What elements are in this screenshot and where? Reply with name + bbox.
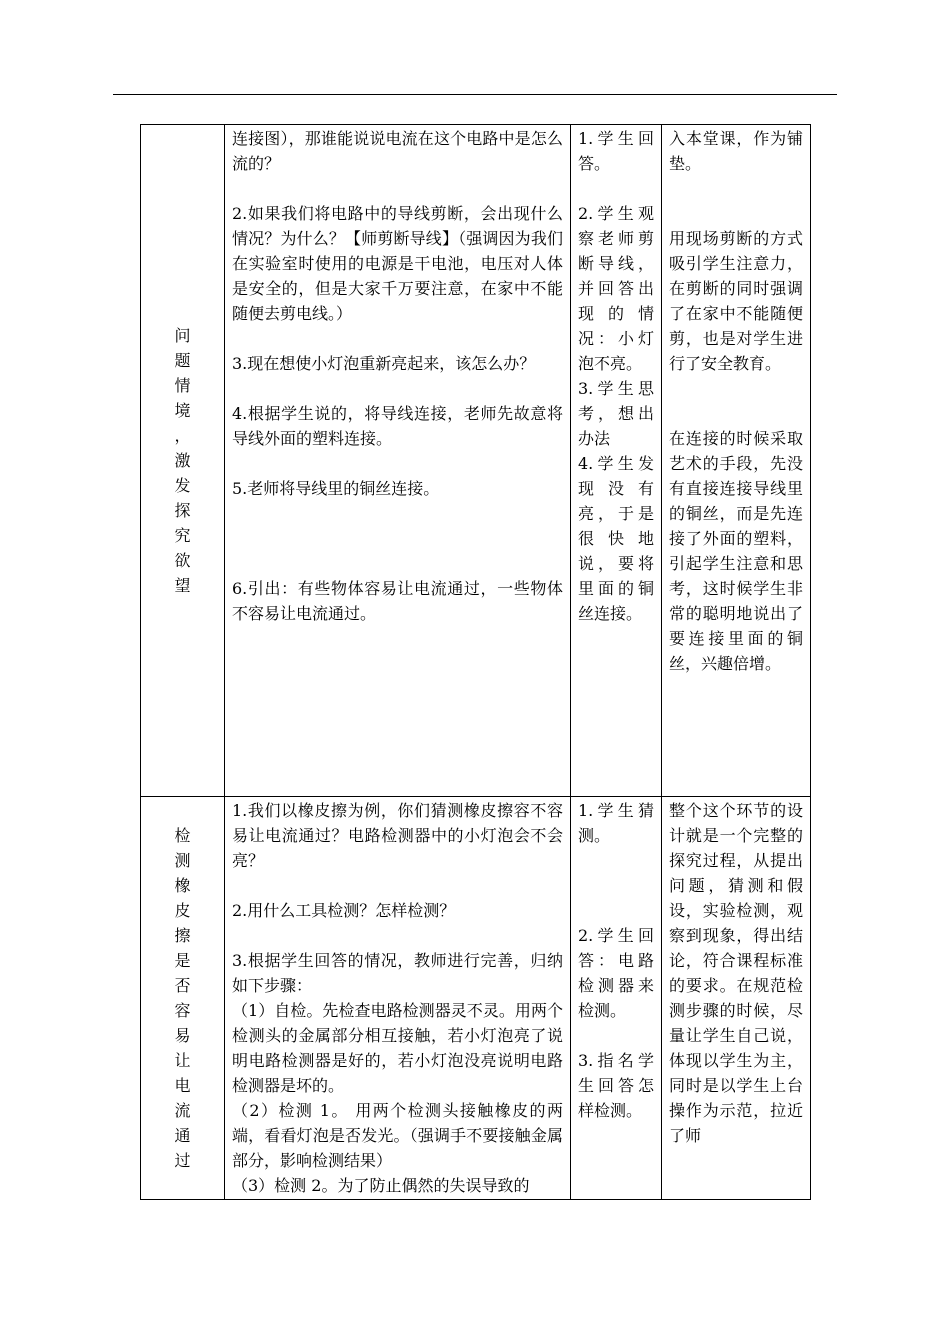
- teacher-paragraph: 6.引出：有些物体容易让电流通过，一些物体不容易让电流通过。: [232, 579, 563, 623]
- teacher-paragraph: 1.我们以橡皮擦为例，你们猜测橡皮擦容不容易让电流通过？电路检测器中的小灯泡会不会亮？: [232, 801, 563, 870]
- teacher-paragraph: 连接图），那谁能说说电流在这个电路中是怎么流的？: [232, 129, 563, 173]
- stage-char: 测: [174, 851, 191, 870]
- student-activity-cell: [571, 797, 662, 1200]
- stage-char: 过: [174, 1151, 191, 1170]
- stage-char: 问: [174, 326, 191, 345]
- intent-paragraph: 整个这个环节的设计就是一个完整的探究过程，从提出问题，猜测和假设，实验检测，观察到现象，得出结论，符合课程标准的要求。在规范检测步骤的时候，尽量让学生自己说，体现以学生为主，同时是以学生上台操作为示范，拉近了师: [669, 801, 803, 1145]
- stage-char: 探: [174, 501, 191, 520]
- stage-char: 情: [174, 376, 191, 395]
- student-paragraph: 3.学生思考，想出办法: [578, 379, 654, 448]
- stage-char: 通: [174, 1126, 191, 1145]
- intent-paragraph: 在连接的时候采取艺术的手段，先没有直接连接导线里的铜丝，而是先连接了外面的塑料，引起学生注意和思考，这时候学生非常的聪明地说出了要连接里面的铜丝，兴趣倍增。: [669, 429, 803, 673]
- teacher-paragraph: 4.根据学生说的，将导线连接，老师先故意将导线外面的塑料连接。: [232, 404, 563, 448]
- stage-char: ，: [174, 426, 191, 445]
- stage-char: 易: [174, 1026, 191, 1045]
- intent-paragraph: 用现场剪断的方式吸引学生注意力，在剪断的同时强调了在家中不能随便剪，也是对学生进行了安全教育。: [669, 229, 803, 373]
- stage-char: 欲: [174, 551, 191, 570]
- stage-char: 否: [174, 976, 191, 995]
- header-rule: [113, 94, 837, 95]
- teacher-paragraph: （1）自检。先检查电路检测器灵不灵。用两个检测头的金属部分相互接触，若小灯泡亮了说明电路检测器是好的，若小灯泡没亮说明电路检测器是坏的。: [232, 1001, 563, 1095]
- stage-char: 皮: [174, 901, 191, 920]
- stage-char: 橡: [174, 876, 191, 895]
- stage-char: 题: [174, 351, 191, 370]
- teacher-paragraph: （3）检测 2。为了防止偶然的失误导致的: [232, 1176, 530, 1195]
- stage-char: 流: [174, 1101, 191, 1120]
- intent-paragraph: 入本堂课，作为铺垫。: [669, 129, 803, 173]
- teacher-paragraph: 3.现在想使小灯泡重新亮起来，该怎么办？: [232, 354, 536, 373]
- teacher-paragraph: （2）检测 1。 用两个检测头接触橡皮的两端，看看灯泡是否发光。（强调手不要接触金属部分，影响检测结果）: [232, 1101, 563, 1170]
- student-activity-cell: [571, 125, 662, 797]
- student-paragraph: 1.学生猜测。: [578, 801, 654, 845]
- student-paragraph: 2.学生观察老师剪断导线，并回答出现的情况：小灯泡不亮。: [578, 204, 654, 373]
- design-intent-cell: [662, 797, 811, 1200]
- stage-char: 究: [174, 526, 191, 545]
- stage-char: 容: [174, 1001, 191, 1020]
- table-row: [141, 797, 811, 1200]
- stage-char: 境: [174, 401, 191, 420]
- stage-char: 电: [174, 1076, 191, 1095]
- stage-char: 激: [174, 451, 191, 470]
- student-paragraph: 4.学生发现没有亮，于是很快地说，要将里面的铜丝连接。: [578, 454, 654, 623]
- teacher-paragraph: 5.老师将导线里的铜丝连接。: [232, 479, 440, 498]
- teacher-paragraph: 2.用什么工具检测？怎样检测？: [232, 901, 456, 920]
- student-paragraph: 2.学生回答：电路检测器来检测。: [578, 926, 654, 1020]
- table-row: [141, 125, 811, 797]
- student-paragraph: 1.学生回答。: [578, 129, 654, 173]
- stage-char: 望: [174, 576, 191, 595]
- stage-char: 发: [174, 476, 191, 495]
- stage-cell: [141, 125, 225, 797]
- teacher-paragraph: 2.如果我们将电路中的导线剪断，会出现什么情况？为什么？【师剪断导线】（强调因为我们在实验室时使用的电源是干电池，电压对人体是安全的，但是大家千万要注意，在家中不能随便去剪电线。）: [232, 204, 563, 323]
- teacher-paragraph: 3.根据学生回答的情况，教师进行完善，归纳如下步骤：: [232, 951, 563, 995]
- stage-char: 是: [174, 951, 191, 970]
- stage-char: 擦: [174, 926, 191, 945]
- student-paragraph: 3.指名学生回答怎样检测。: [578, 1051, 654, 1120]
- teacher-activity-cell: [225, 797, 571, 1200]
- stage-char: 检: [174, 826, 191, 845]
- design-intent-cell: [662, 125, 811, 797]
- stage-char: 让: [174, 1051, 191, 1070]
- teacher-activity-cell: [225, 125, 571, 797]
- stage-cell: [141, 797, 225, 1200]
- lesson-plan-table: [140, 124, 811, 1200]
